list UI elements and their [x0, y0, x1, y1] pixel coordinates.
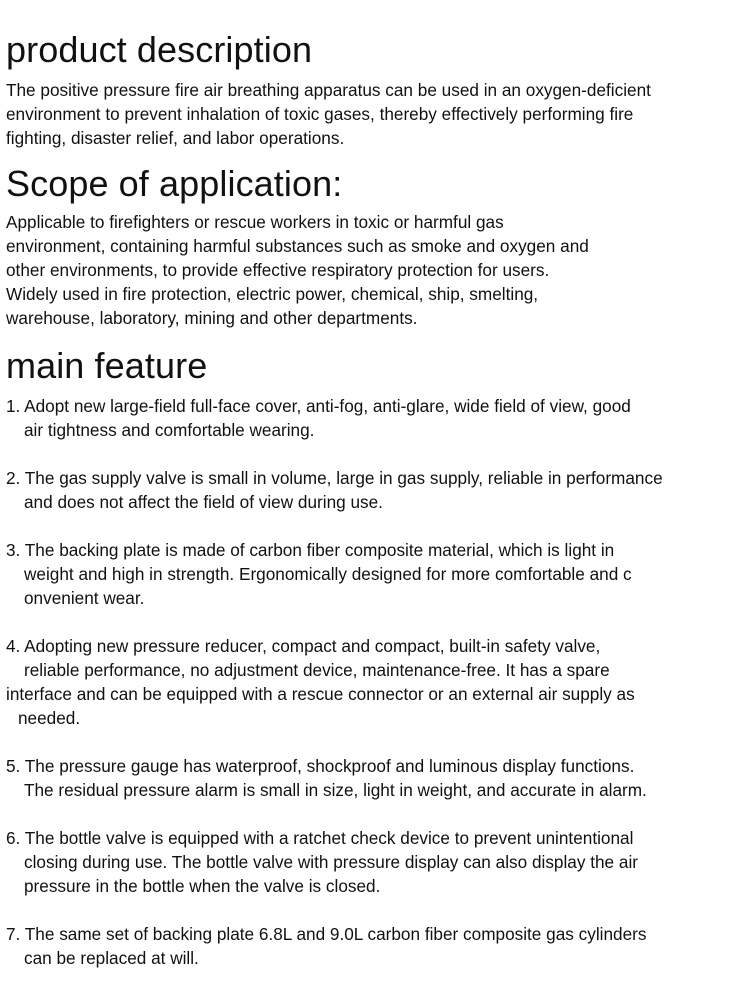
product-description-line: environment to prevent inhalation of toxic gases, thereby effectively performing fire [6, 104, 634, 124]
feature-item-6-line: pressure in the bottle when the valve is closed. [24, 876, 381, 896]
scope-line: Applicable to firefighters or rescue workers in toxic or harmful gas [6, 212, 504, 232]
main-feature-heading: main feature [6, 345, 208, 386]
scope-line: environment, containing harmful substances such as smoke and oxygen and [6, 236, 589, 256]
scope-heading: Scope of application: [6, 163, 343, 204]
feature-item-3-line: 3. The backing plate is made of carbon fiber composite material, which is light in [6, 540, 615, 560]
feature-item-3-line: weight and high in strength. Ergonomically designed for more comfortable and c [24, 564, 632, 584]
scope-line: warehouse, laboratory, mining and other departments. [6, 308, 418, 328]
feature-item-1-line: air tightness and comfortable wearing. [24, 420, 315, 440]
feature-item-2-line: 2. The gas supply valve is small in volume, large in gas supply, reliable in performance [6, 468, 663, 488]
feature-item-3-line: onvenient wear. [24, 588, 145, 608]
feature-item-4-line: 4. Adopting new pressure reducer, compact and compact, built-in safety valve, [6, 636, 601, 656]
feature-item-6-line: 6. The bottle valve is equipped with a ratchet check device to prevent unintentional [6, 828, 634, 848]
feature-item-5-line: The residual pressure alarm is small in size, light in weight, and accurate in alarm. [24, 780, 647, 800]
feature-item-6-line: closing during use. The bottle valve with pressure display can also display the air [24, 852, 638, 872]
product-description-heading: product description [6, 29, 313, 70]
feature-item-4-line: interface and can be equipped with a rescue connector or an external air supply as [6, 684, 635, 704]
feature-item-7-line: 7. The same set of backing plate 6.8L and 9.0L carbon fiber composite gas cylinders [6, 924, 647, 944]
feature-item-5-line: 5. The pressure gauge has waterproof, shockproof and luminous display functions. [6, 756, 635, 776]
feature-item-4-line: reliable performance, no adjustment device, maintenance-free. It has a spare [24, 660, 610, 680]
feature-item-1-line: 1. Adopt new large-field full-face cover, anti-fog, anti-glare, wide field of view, good [6, 396, 631, 416]
scope-line: other environments, to provide effective respiratory protection for users. [6, 260, 550, 280]
product-description-line: The positive pressure fire air breathing apparatus can be used in an oxygen-deficient [6, 80, 651, 100]
product-description-line: fighting, disaster relief, and labor operations. [6, 128, 345, 148]
scope-line: Widely used in fire protection, electric power, chemical, ship, smelting, [6, 284, 539, 304]
feature-item-2-line: and does not affect the field of view during use. [24, 492, 383, 512]
feature-item-4-line: needed. [18, 708, 81, 728]
feature-item-7-line: can be replaced at will. [24, 948, 199, 968]
